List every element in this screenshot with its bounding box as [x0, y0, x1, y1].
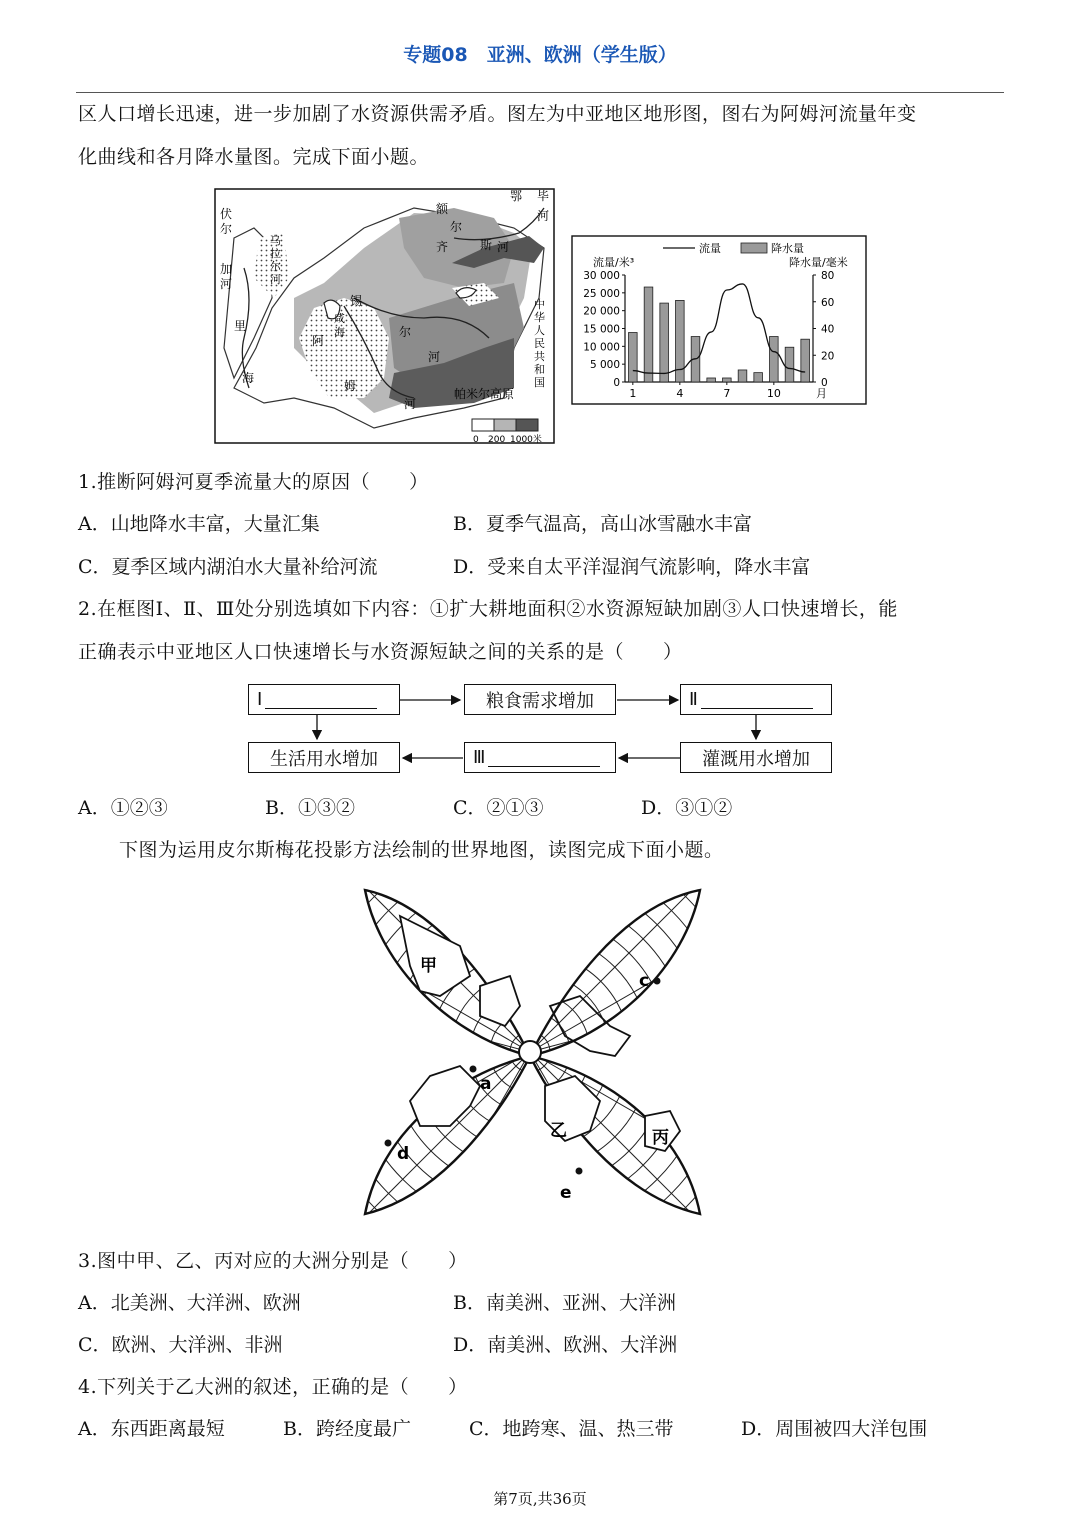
ylabel-left: 流量/米³: [593, 256, 635, 269]
map1-label-10: 锡: [350, 294, 363, 308]
map1-label-1: 尔: [220, 222, 233, 236]
legend-flow: 流量: [699, 242, 721, 255]
precip-bar: [644, 287, 653, 382]
ylabel-right: 降水量/毫米: [789, 256, 848, 269]
q2-option-c[interactable]: C．②①③: [453, 797, 544, 819]
map1-label-20: 齐: [436, 240, 449, 254]
label-yi: 乙: [550, 1121, 567, 1141]
precip-bar: [629, 333, 638, 382]
y-left-tick-label: 25 000: [583, 287, 620, 300]
flow-box-5[interactable]: [464, 742, 616, 773]
q1-option-b[interactable]: B．夏季气温高，高山冰雪融水丰富: [453, 513, 752, 535]
graticule-meridian: [530, 886, 660, 1052]
map1-legend-1000: 1000米: [510, 435, 542, 444]
flow-box-3-label: Ⅱ: [689, 689, 698, 710]
label-c: c: [639, 971, 650, 991]
y-right-tick-label: 80: [821, 270, 835, 282]
map1-label-9: 河: [270, 273, 281, 286]
map1-label-15: 阿: [312, 334, 325, 348]
q2-option-b[interactable]: B．①③②: [265, 797, 355, 819]
precip-bar: [770, 337, 779, 382]
map1-label-12: 河: [428, 350, 441, 364]
map1-label-7: 拉: [270, 247, 281, 260]
precip-bar: [723, 378, 732, 382]
q3-option-d[interactable]: D．南美洲、欧洲、大洋洲: [453, 1334, 678, 1356]
point-d-marker: [385, 1140, 392, 1147]
map1-legend-200: 200: [488, 435, 506, 444]
y-left-tick-label: 5 000: [589, 359, 620, 372]
flow-box-3-blank: [701, 690, 813, 709]
map1-label-17: 河: [404, 397, 417, 411]
q1-stem: 1.推断阿姆河夏季流量大的原因（ ）: [78, 471, 429, 493]
precip-bar: [660, 303, 669, 382]
label-a: a: [480, 1074, 492, 1094]
q2-stem-line-1: 2.在框图Ⅰ、Ⅱ、Ⅲ处分别选填如下内容：①扩大耕地面积②水资源短缺加剧③人口快速增长，能: [78, 598, 898, 620]
map1-label-31: 和: [534, 363, 545, 376]
intro-2: 下图为运用皮尔斯梅花投影方法绘制的世界地图，读图完成下面小题。: [119, 839, 724, 861]
map1-label-14: 海: [334, 326, 345, 339]
map1-label-11: 尔: [399, 325, 412, 339]
graticule-meridian: [530, 922, 704, 1052]
map1-label-8: 尔: [270, 260, 281, 273]
y-right-tick-label: 0: [821, 377, 828, 389]
q4-option-c[interactable]: C．地跨寒、温、热三带: [469, 1418, 674, 1440]
map1-label-19: 尔: [450, 220, 463, 234]
point-c-marker: [654, 978, 661, 985]
legend-swatch-high: [516, 419, 538, 431]
header-divider: [76, 92, 1004, 93]
flow-box-3[interactable]: [680, 684, 832, 715]
page-header-title: 专题08 亚洲、欧洲（学生版）: [403, 44, 677, 66]
amu-darya-chart: [571, 235, 867, 405]
map1-label-24: 毕: [537, 189, 550, 203]
q3-option-a[interactable]: A．北美洲、大洋洲、欧洲: [78, 1292, 301, 1314]
y-left-tick-label: 30 000: [583, 270, 620, 282]
q4-stem: 4.下列关于乙大洲的叙述，正确的是（ ）: [78, 1376, 468, 1398]
q2-option-d[interactable]: D．③①②: [641, 797, 733, 819]
q1-option-a[interactable]: A．山地降水丰富，大量汇集: [78, 513, 320, 535]
y-left-tick-label: 15 000: [583, 323, 620, 336]
map1-label-16: 姆: [344, 379, 357, 393]
legend-swatch-mid: [494, 419, 516, 431]
flow-box-1-blank: [265, 690, 377, 709]
map1-label-32: 国: [534, 376, 545, 389]
map1-label-30: 共: [534, 350, 545, 363]
precip-bar: [801, 339, 810, 382]
y-left-tick-label: 20 000: [583, 305, 620, 318]
flow-box-1[interactable]: [248, 684, 400, 715]
page-number: 第7页,共36页: [493, 1490, 587, 1508]
precip-bar: [754, 373, 763, 382]
graticule-meridian: [530, 886, 597, 1052]
point-a-marker: [470, 1066, 477, 1073]
flow-box-5-label: Ⅲ: [473, 747, 486, 768]
flow-box-4: 生活用水增加: [248, 742, 400, 773]
map1-legend-0: 0: [473, 435, 479, 444]
flow-box-5-blank: [488, 748, 600, 767]
y-right-tick-label: 40: [821, 323, 835, 336]
label-e: e: [560, 1183, 572, 1203]
map1-label-2: 加: [220, 262, 233, 276]
y-left-tick-label: 10 000: [583, 341, 620, 354]
precip-bar: [707, 378, 716, 382]
q3-option-b[interactable]: B．南美洲、亚洲、大洋洲: [453, 1292, 676, 1314]
flow-box-1-label: Ⅰ: [257, 689, 263, 710]
y-right-tick-label: 20: [821, 350, 835, 363]
map1-label-23: 鄂: [510, 189, 523, 203]
y-left-tick-label: 0: [613, 377, 620, 389]
flow-box-2: 粮食需求增加: [464, 684, 616, 715]
xlabel: 月: [816, 387, 827, 400]
central-asia-terrain-map: [214, 188, 555, 444]
map1-label-13: 咸: [334, 312, 345, 325]
map1-label-6: 乌: [270, 234, 281, 247]
label-d: d: [397, 1144, 410, 1164]
precip-bar: [785, 347, 794, 382]
map1-label-4: 里: [234, 319, 247, 333]
legend-precip: 降水量: [771, 242, 804, 255]
map1-label-26: 中: [534, 298, 545, 311]
x-tick-label: 10: [766, 387, 781, 400]
label-jia: 甲: [420, 956, 437, 976]
map1-label-33: 帕米尔高原: [454, 387, 515, 401]
label-bing: 丙: [652, 1128, 669, 1148]
map1-label-5: 海: [242, 371, 255, 385]
map1-label-25: 河: [537, 209, 550, 223]
x-tick-label: 1: [629, 387, 637, 400]
world-quincuncial-map: [360, 886, 704, 1220]
q2-option-a[interactable]: A．①②③: [78, 797, 168, 819]
map1-label-29: 民: [534, 337, 545, 350]
precip-bar: [738, 370, 747, 382]
q2-stem-line-2: 正确表示中亚地区人口快速增长与水资源短缺之间的关系的是（ ）: [78, 641, 683, 663]
q1-option-d[interactable]: D．受来自太平洋湿润气流影响，降水丰富: [453, 556, 811, 578]
map1-label-22: 河: [497, 240, 510, 254]
map1-label-27: 华: [534, 311, 545, 324]
map1-label-18: 额: [436, 202, 449, 216]
intro-line-1: 区人口增长迅速，进一步加剧了水资源供需矛盾。图左为中亚地区地形图，图右为阿姆河流量年变: [78, 103, 917, 125]
q3-stem: 3.图中甲、乙、丙对应的大洲分别是（ ）: [78, 1250, 468, 1272]
flow-box-6: 灌溉用水增加: [680, 742, 832, 773]
map1-label-3: 河: [220, 277, 233, 291]
legend-swatch-low: [472, 419, 494, 431]
intro-line-2: 化曲线和各月降水量图。完成下面小题。: [78, 146, 430, 168]
graticule-meridian: [463, 886, 530, 1052]
point-e-marker: [576, 1168, 583, 1175]
map1-label-28: 人: [534, 324, 545, 337]
q4-option-a[interactable]: A．东西距离最短: [78, 1418, 225, 1440]
map1-label-21: 斯: [480, 238, 493, 252]
y-right-tick-label: 60: [821, 296, 835, 309]
q4-option-b[interactable]: B．跨经度最广: [283, 1418, 411, 1440]
q3-option-c[interactable]: C．欧洲、大洋洲、非洲: [78, 1334, 283, 1356]
x-tick-label: 4: [676, 387, 684, 400]
x-tick-label: 7: [723, 387, 731, 400]
q4-option-d[interactable]: D．周围被四大洋包围: [741, 1418, 928, 1440]
map1-label-0: 伏: [220, 207, 233, 221]
q1-option-c[interactable]: C．夏季区域内湖泊水大量补给河流: [78, 556, 378, 578]
